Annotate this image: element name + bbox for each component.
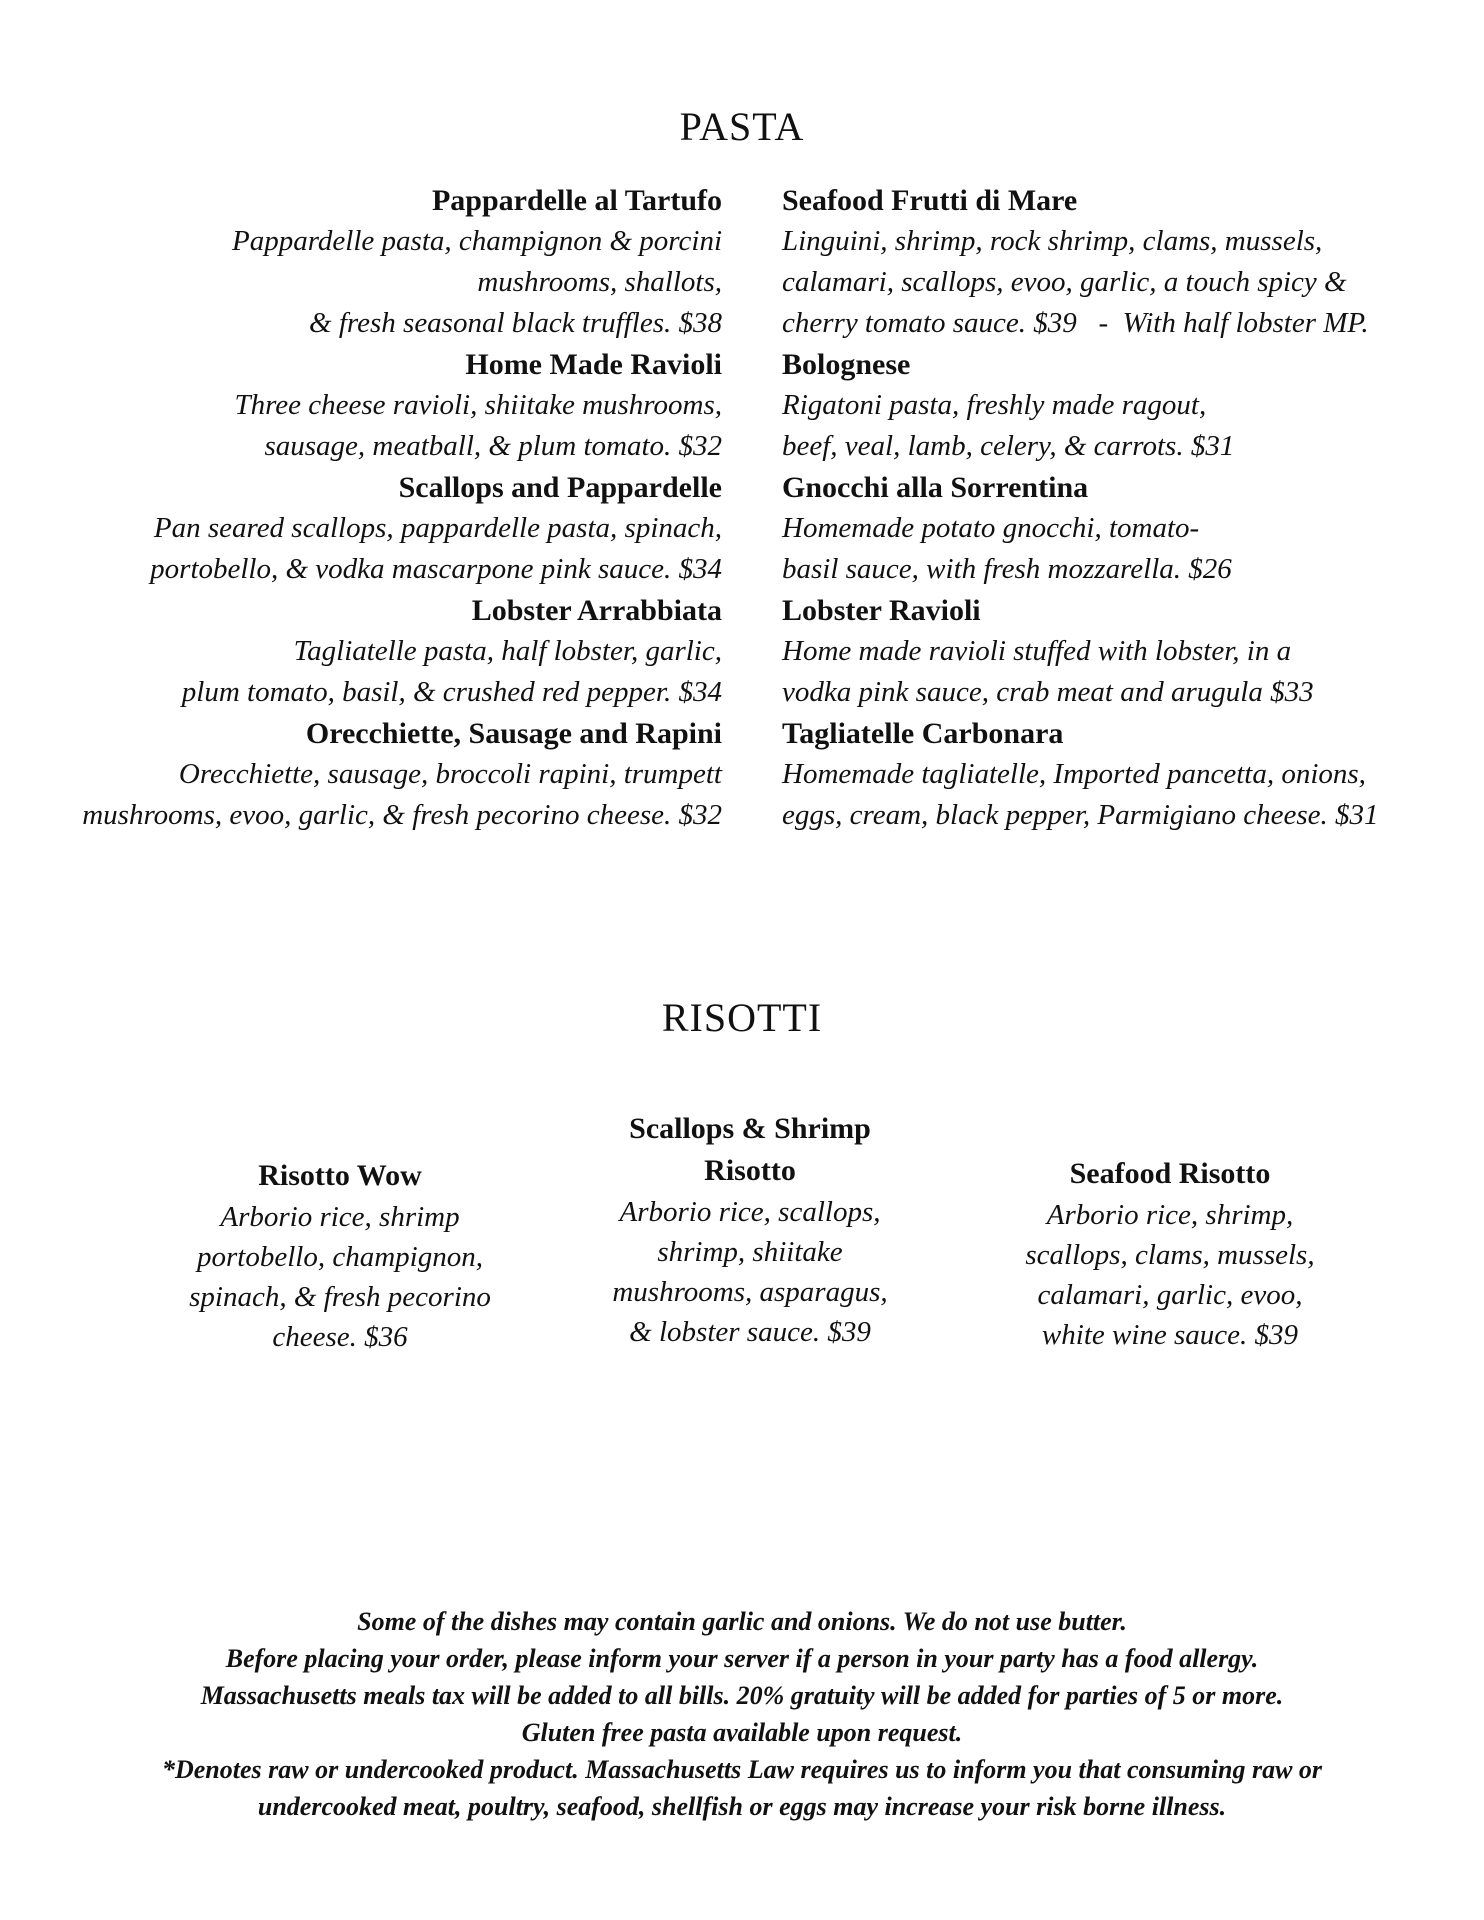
dish-description: calamari, garlic, evoo,: [1037, 1279, 1303, 1311]
dish-name: Lobster Ravioli: [782, 594, 981, 627]
dish-description: mushrooms, asparagus,: [612, 1276, 888, 1308]
dish-description: Arborio rice, shrimp,: [1046, 1199, 1294, 1231]
footnote-line: Some of the dishes may contain garlic and onions. We do not use butter.: [357, 1607, 1127, 1636]
dish-description: Arborio rice, scallops,: [619, 1196, 881, 1228]
dish-description: Pan seared scallops, pappardelle pasta, spinach,: [153, 512, 722, 544]
dish-description: Rigatoni pasta, freshly made ragout,: [782, 389, 1207, 421]
dish-name: Tagliatelle Carbonara: [782, 717, 1064, 750]
risotti-section-title: RISOTTI: [661, 995, 823, 1040]
dish-description: white wine sauce. $39: [1041, 1319, 1299, 1351]
dish-name: Scallops and Pappardelle: [398, 471, 722, 504]
menu-item: [782, 713, 1472, 836]
menu-item: [40, 467, 722, 590]
dish-name: Orecchiette, Sausage and Rapini: [305, 717, 722, 750]
menu-item: [40, 590, 722, 713]
menu-item: [782, 180, 1472, 344]
dish-description: Arborio rice, shrimp: [220, 1201, 460, 1233]
dish-name: Seafood Risotto: [1069, 1157, 1271, 1190]
dish-name: Risotto: [704, 1154, 796, 1187]
dish-description: portobello, & vodka mascarpone pink sauce. $34: [150, 553, 722, 585]
dish-description: cherry tomato sauce. $39 - With half lobster MP.: [782, 307, 1369, 339]
footnote-line: Before placing your order, please inform your server if a person in your party has a food allergy.: [225, 1644, 1259, 1673]
dish-description: Orecchiette, sausage, broccoli rapini, trumpett: [178, 758, 722, 790]
dish-description: portobello, champignon,: [197, 1241, 483, 1273]
menu-item: [40, 713, 722, 836]
menu-item: [782, 344, 1472, 467]
pasta-section-title: PASTA: [679, 104, 805, 149]
dish-name: Gnocchi alla Sorrentina: [782, 471, 1089, 504]
risotto-item: [980, 1153, 1360, 1355]
menu-item: [782, 467, 1472, 590]
dish-description: cheese. $36: [272, 1321, 408, 1353]
dish-description: basil sauce, with fresh mozzarella. $26: [782, 553, 1232, 585]
dish-description: plum tomato, basil, & crushed red pepper. $34: [181, 676, 722, 708]
dish-description: eggs, cream, black pepper, Parmigiano cheese. $31: [782, 799, 1379, 831]
dish-name: Risotto Wow: [258, 1159, 422, 1192]
dish-description: & lobster sauce. $39: [629, 1316, 871, 1348]
pasta-right-column: [782, 180, 1472, 836]
dish-description: mushrooms, shallots,: [477, 266, 722, 298]
dish-name: Scallops & Shrimp: [629, 1112, 871, 1145]
dish-description: Three cheese ravioli, shiitake mushrooms,: [234, 389, 722, 421]
dish-description: Pappardelle pasta, champignon & porcini: [232, 225, 722, 257]
menu-item: [40, 180, 722, 344]
footnote-line: undercooked meat, poultry, seafood, shellfish or eggs may increase your risk borne illness.: [257, 1792, 1227, 1821]
dish-name: Seafood Frutti di Mare: [782, 184, 1078, 217]
menu-item: [782, 590, 1472, 713]
dish-description: Home made ravioli stuffed with lobster, in a: [782, 635, 1292, 667]
dish-description: calamari, scallops, evoo, garlic, a touch spicy &: [782, 266, 1347, 298]
pasta-left-column: [40, 180, 722, 836]
dish-description: & fresh seasonal black truffles. $38: [309, 307, 722, 339]
footnote-line: *Denotes raw or undercooked product. Massachusetts Law requires us to inform you that consuming raw or: [161, 1755, 1323, 1784]
dish-name: Pappardelle al Tartufo: [431, 184, 722, 217]
risotto-item: [150, 1155, 530, 1357]
dish-description: sausage, meatball, & plum tomato. $32: [264, 430, 722, 462]
dish-name: Lobster Arrabbiata: [471, 594, 722, 627]
dish-description: Tagliatelle pasta, half lobster, garlic,: [293, 635, 722, 667]
dish-description: spinach, & fresh pecorino: [189, 1281, 491, 1313]
menu-item: [40, 344, 722, 467]
dish-name: Home Made Ravioli: [465, 348, 722, 381]
footnote-line: Massachusetts meals tax will be added to all bills. 20% gratuity will be added for parties of 5 or more.: [200, 1681, 1284, 1710]
dish-description: scallops, clams, mussels,: [1025, 1239, 1315, 1271]
footnote-line: Gluten free pasta available upon request.: [521, 1718, 963, 1747]
dish-description: vodka pink sauce, crab meat and arugula $33: [782, 676, 1314, 708]
dish-description: beef, veal, lamb, celery, & carrots. $31: [782, 430, 1235, 462]
dish-description: Homemade potato gnocchi, tomato-: [782, 512, 1200, 544]
dish-description: Linguini, shrimp, rock shrimp, clams, mussels,: [782, 225, 1323, 257]
dish-name: Bolognese: [782, 348, 911, 381]
dish-description: shrimp, shiitake: [657, 1236, 843, 1268]
dish-description: mushrooms, evoo, garlic, & fresh pecorino cheese. $32: [82, 799, 722, 831]
menu-footnotes: [40, 1603, 1444, 1825]
dish-description: Homemade tagliatelle, Imported pancetta, onions,: [782, 758, 1366, 790]
risotto-item: [560, 1108, 940, 1352]
